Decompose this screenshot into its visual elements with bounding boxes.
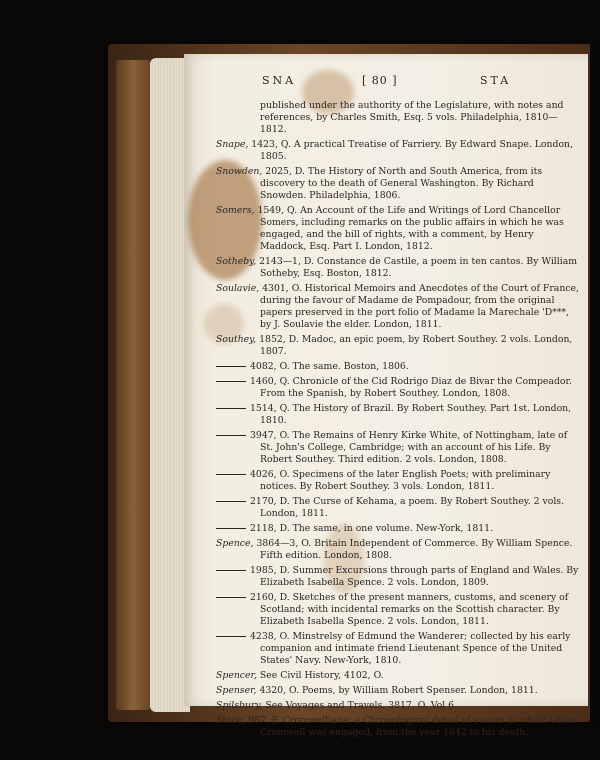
ditto-dash xyxy=(216,408,246,409)
catalog-entry xyxy=(216,538,580,562)
entry-text: 4301, O. Historical Memoirs and Anecdotes of the Court of France, during the favour of Madame de Pompadour, from the original papers preserved in the port folio of Madame la Marechale 'D***, by J. Soulavie the elder. London, 1811. xyxy=(260,283,579,330)
entry-text: See Civil History, 4102, O. xyxy=(259,670,384,681)
header-left: SNA xyxy=(262,74,297,87)
entry-text: 4082, O. The same. Boston, 1806. xyxy=(250,361,409,372)
catalog-entry xyxy=(216,334,580,358)
author-name: Soulavie, xyxy=(216,283,260,294)
header-right: STA xyxy=(480,74,512,87)
catalog-entry xyxy=(216,685,580,697)
entry-text: 4320, O. Poems, by William Robert Spenser. London, 1811. xyxy=(259,685,538,696)
entry-text: published under the authority of the Legislature, with notes and references, by Charles Smith, Esq. 5 vols. Philadelphia, 1810—1812. xyxy=(260,100,564,135)
entry-text: 2170, D. The Curse of Kehama, a poem. By Robert Southey. 2 vols. London, 1811. xyxy=(250,496,565,519)
ditto-dash xyxy=(216,474,246,475)
ditto-dash xyxy=(216,381,246,382)
entry-text: 1460, Q. Chronicle of the Cid Rodrigo Diaz de Bivar the Compeador. From the Spanish, by Robert Southey. London, 1808. xyxy=(250,376,572,399)
ditto-dash xyxy=(216,636,246,637)
author-name: Sotheby, xyxy=(216,256,257,267)
entry-text: 4026, O. Specimens of the later English Poets; with preliminary notices. By Robert Southey. 3 vols. London, 1811. xyxy=(250,469,551,492)
catalog-entry xyxy=(216,469,580,493)
entry-text: 2025, D. The History of North and South America, from its discovery to the death of General Washington. By Richard Snowden. Philadelphia, 1806. xyxy=(260,166,543,201)
catalog-entry xyxy=(216,496,580,520)
author-name: Spilsbury, xyxy=(216,700,263,711)
author-name: Spenser, xyxy=(216,685,257,696)
page-number: [ 80 ] xyxy=(362,74,398,87)
catalog-entry xyxy=(216,565,580,589)
entry-text: 1985, D. Summer Excursions through parts of England and Wales. By Elizabeth Isabella Spence. 2 vols. London, 1809. xyxy=(250,565,579,588)
entry-text: See Voyages and Travels, 3817, O. Vol 6. xyxy=(265,700,457,711)
author-name: Spencer, xyxy=(216,670,257,681)
entry-text: 3864—3, O. Britain Independent of Commerce. By William Spence. Fifth edition. London, 1808. xyxy=(256,538,573,561)
catalog-entry xyxy=(216,715,580,739)
catalog-entry xyxy=(216,256,580,280)
ditto-dash xyxy=(216,435,246,436)
catalog-entry xyxy=(216,523,580,535)
catalog-entry xyxy=(216,100,580,136)
entry-text: 2118, D. The same, in one volume. New-York, 1811. xyxy=(250,523,494,534)
catalog-entry xyxy=(216,376,580,400)
author-name: Stace, xyxy=(216,715,246,726)
entry-text: 1423, Q. A practical Treatise of Farriery. By Edward Snape. London, 1805. xyxy=(251,139,573,162)
author-name: Snape, xyxy=(216,139,249,150)
book-spine xyxy=(116,60,150,710)
entry-text: 1549, Q. An Account of the Life and Writings of Lord Chancellor Somers, including remarks on the public affairs in which he was engaged, and the bill of rights, with a comment, by Henry Maddock, Esq. Part I. London, 1812. xyxy=(257,205,564,252)
ditto-dash xyxy=(216,570,246,571)
catalog-entry xyxy=(216,430,580,466)
ditto-dash xyxy=(216,501,246,502)
entry-text: 2160, D. Sketches of the present manners, customs, and scenery of Scotland; with incidental remarks on the Scottish character. By Elizabeth Isabella Spence. 2 vols. London, 1811. xyxy=(250,592,569,627)
catalog-entry xyxy=(216,631,580,667)
entry-text: 1514, Q. The History of Brazil. By Robert Southey. Part 1st. London, 1810. xyxy=(250,403,572,426)
running-header xyxy=(184,74,588,90)
catalog-entry xyxy=(216,670,580,682)
catalog-entry xyxy=(216,592,580,628)
author-name: Snowden, xyxy=(216,166,263,177)
catalog-entry xyxy=(216,283,580,331)
author-name: Spence, xyxy=(216,538,254,549)
entry-text: 2143—1, D. Constance de Castile, a poem in ten cantos. By William Sotheby, Esq. Boston, 1812. xyxy=(259,256,578,279)
catalog-entry xyxy=(216,139,580,163)
catalog-entry xyxy=(216,166,580,202)
book-page xyxy=(184,54,588,738)
author-name: Somers, xyxy=(216,205,255,216)
catalog-entry xyxy=(216,205,580,253)
entry-text: 1852, D. Madoc, an epic poem, by Robert Southey. 2 vols. London, 1807. xyxy=(259,334,573,357)
ditto-dash xyxy=(216,528,246,529)
author-name: Southey, xyxy=(216,334,257,345)
catalog-entry xyxy=(216,403,580,427)
catalog-entry xyxy=(216,700,580,712)
entry-text: 987, F. Cromwelliana; a Chronological detail of events in which Oliver Cromwell was engaged, from the year 1642 to his death, xyxy=(248,715,579,738)
ditto-dash xyxy=(216,597,246,598)
ditto-dash xyxy=(216,366,246,367)
catalog-entries xyxy=(216,100,580,742)
entry-text: 3947, O. The Remains of Henry Kirke White, of Nottingham, late of St. John's College, Cambridge; with an account of his Life. By Robert Southey. Third edition. 2 vols. London, 1808. xyxy=(250,430,568,465)
catalog-entry xyxy=(216,361,580,373)
entry-text: 4238, O. Minstrelsy of Edmund the Wanderer; collected by his early companion and intimate friend Lieutenant Spence of the United States' Navy. New-York, 1810. xyxy=(250,631,571,666)
